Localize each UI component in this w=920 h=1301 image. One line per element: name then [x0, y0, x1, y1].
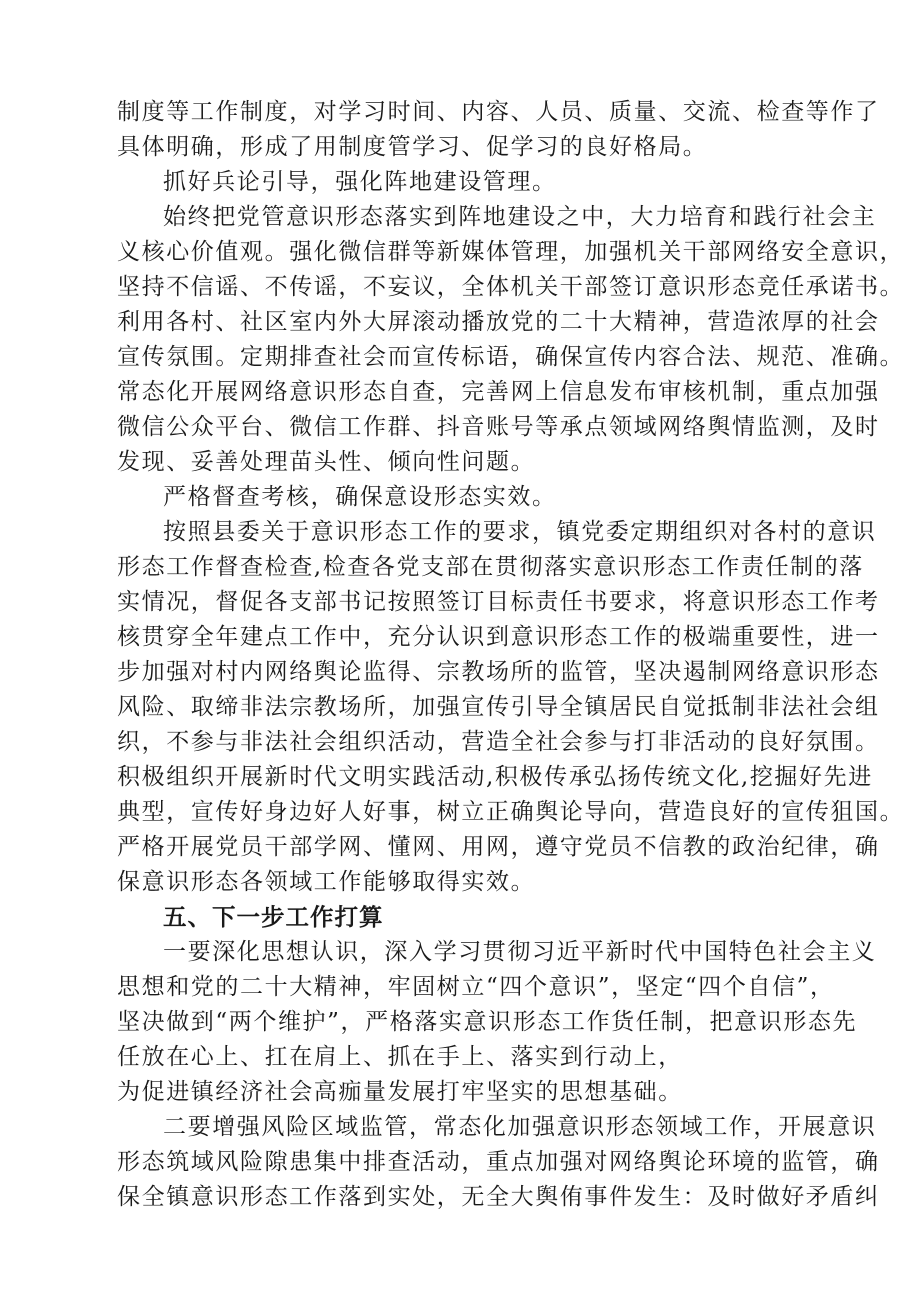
text-line: 形态工作督查检查,检查各党支部在贯彻落实意识形态工作责任制的落 — [117, 554, 864, 580]
text-line: 思想和党的二十大精神，牢固树立“四个意识”，坚定“四个自信”， — [117, 974, 835, 1000]
text-line: 积极组织开展新时代文明实践活动,积极传承弘扬传统文化,挖掘好先进 — [117, 764, 873, 790]
text-line: 坚决做到“两个维护”，严格落实意识形态工作货任制，把意识形态先 — [117, 1009, 858, 1035]
text-line: 任放在心上、扛在肩上、抓在手上、落实到行动上， — [117, 1044, 683, 1070]
text-line: 坚持不信谣、不传谣，不妄议，全体机关干部签订意识形态竞任承诺书。 — [117, 274, 905, 300]
section-heading: 五、下一步工作打算 — [163, 903, 384, 931]
text-line: 织，不参与非法社会组织活动，营造全社会参与打非活动的良好氛围。 — [117, 729, 880, 755]
text-line: 具体明确，形成了用制度管学习、促学习的良好格局。 — [117, 134, 708, 160]
text-line: 二要增强风险区域监管，常态化加强意识形态领域工作，开展意识 — [163, 1114, 877, 1140]
text-line: 制度等工作制度，对学习时间、内容、人员、质量、交流、检查等作了 — [117, 99, 880, 125]
text-line: 实情况，督促各支部书记按照签订目标责任书要求，将意识形态工作考 — [117, 589, 880, 615]
text-line: 保全镇意识形态工作落到实处，无全大舆侑事件发生：及时做好矛盾纠 — [117, 1184, 880, 1210]
text-line: 保意识形态各领域工作能够取得实效。 — [117, 869, 536, 895]
text-line: 常态化开展网络意识形态自查，完善网上信息发布审核机制，重点加强 — [117, 379, 880, 405]
text-line: 按照县委关于意识形态工作的要求，镇党委定期组织对各村的意识 — [163, 519, 877, 545]
text-line: 微信公众平台、微信工作群、抖音账号等承点领域网络舆情监测，及时 — [117, 414, 880, 440]
text-line: 步加强对村内网络舆论监得、宗教场所的监管，坚决遏制网络意识形态 — [117, 659, 880, 685]
text-line: 形态筑域风险隙患集中排查活动，重点加强对网络舆论环境的监管，确 — [117, 1149, 880, 1175]
text-line: 严格开展党员干部学网、懂网、用网，遵守党员不信教的政治纪律，确 — [117, 834, 880, 860]
text-line: 典型，宣传好身边好人好事，树立正确舆论导向，营造良好的宣传狙国。 — [117, 799, 905, 825]
text-line: 义核心价值观。强化微信群等新媒体管理，加强机关干部网络安全意识， — [117, 239, 905, 265]
text-line: 始终把党管意识形态落实到阵地建设之中，大力培育和践行社会主 — [163, 204, 877, 230]
text-line: 发现、妥善处理苗头性、倾向性问题。 — [117, 449, 536, 475]
text-line: 宣传氛围。定期排查社会而宣传标语，确保宣传内容合法、规范、准确。 — [117, 344, 905, 370]
text-line: 利用各村、社区室内外大屏滚动播放党的二十大精神，营造浓厚的社会 — [117, 309, 880, 335]
text-line: 核贯穿全年建点工作中，充分认识到意识形态工作的极端重要性，进一 — [117, 624, 880, 650]
text-line: 风险、取缔非法宗教场所，加强宣传引导全镇居民自觉抵制非法社会组 — [117, 694, 880, 720]
paragraph-subheading: 严格督查考核，确保意设形态实效。 — [163, 484, 557, 510]
paragraph-subheading: 抓好兵论引导，强化阵地建设管理。 — [163, 169, 557, 195]
text-line: 为促进镇经济社会高痂量发展打牢坚实的思想基础。 — [117, 1079, 683, 1105]
text-line: 一要深化思想认识，深入学习贯彻习近平新时代中国特色社会主义 — [163, 939, 877, 965]
